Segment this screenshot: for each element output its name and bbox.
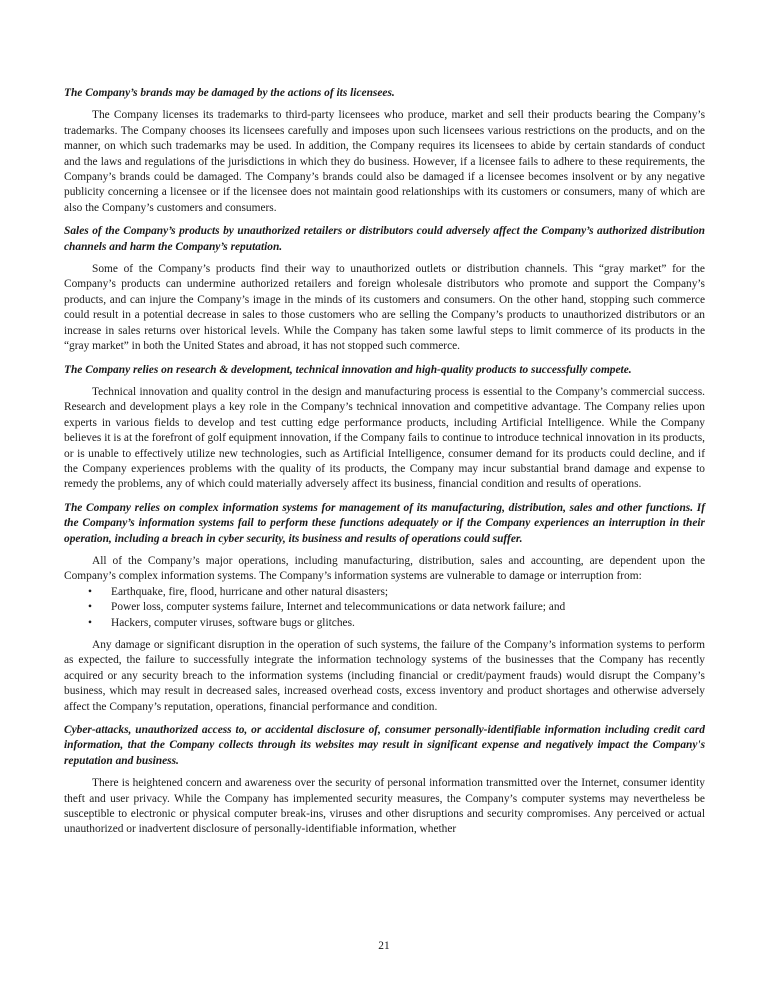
bullet-icon: •: [88, 616, 92, 629]
bullet-text: Earthquake, fire, flood, hurricane and other natural disasters;: [111, 585, 389, 598]
section-heading: Sales of the Company’s products by unauthorized retailers or distributors could adversely affect the Company’s authorized distribution channels and harm the Company’s reputation.: [64, 225, 705, 253]
body-paragraph: There is heightened concern and awareness over the security of personal information transmitted over the Internet, consumer identity theft and user privacy. While the Company has implemented security measures, the Company’s computer systems may nevertheless be susceptible to electronic or physical computer break-ins, viruses and other disruptions and security compromises. Any perceived or actual unauthorized or inadvertent disclosure of personally-identifiable information, whether: [64, 777, 705, 836]
bullet-icon: •: [88, 601, 92, 614]
section-heading: The Company’s brands may be damaged by the actions of its licensees.: [64, 87, 395, 99]
bullet-text: Power loss, computer systems failure, Internet and telecommunications or data network failure; and: [111, 601, 566, 614]
body-paragraph: The Company licenses its trademarks to third-party licensees who produce, market and sell their products bearing the Company’s trademarks. The Company chooses its licensees carefully and imposes upon such licensees various restrictions on the products, and on the manner, on which such trademarks may be used. In addition, the Company requires its licensees to abide by certain standards of conduct and the laws and regulations of the jurisdictions in which they do business. However, if a licensee fails to adhere to these requirements, the Company’s brands could be damaged. The Company’s brands could also be damaged if a licensee becomes insolvent or by any negative publicity concerning a licensee or if the licensee does not maintain good relationships with its customers or consumers, many of which are also the Company’s customers and consumers.: [64, 109, 705, 214]
document-page: [64, 86, 705, 846]
section-unauthorized-retailers: [64, 224, 705, 354]
bullet-item: [64, 616, 705, 631]
section-heading: The Company relies on complex information systems for management of its manufacturing, distribution, sales and other functions. If the Company’s information systems fail to perform these functions adequately or if the Company experiences an interruption in their operation, including a breach in cyber security, its business and results of operations could suffer.: [64, 501, 705, 545]
body-paragraph: Some of the Company’s products find their way to unauthorized outlets or distribution channels. This “gray market” for the Company’s products can undermine authorized retailers and foreign wholesale distributors who promote and support the Company’s products, and can injure the Company’s image in the minds of its customers and consumers. On the other hand, stopping such commerce could result in a potential decrease in sales to those customers who are selling the Company’s products to unauthorized distributors or an increase in sales returns over historical levels. While the Company has taken some lawful steps to limit commerce of its products in the “gray market” in both the United States and abroad, it has not stopped such commerce.: [64, 263, 705, 353]
page-number: 21: [378, 940, 390, 952]
body-paragraph: Any damage or significant disruption in the operation of such systems, the failure of the Company’s information systems to perform as expected, the failure to successfully integrate the information technology systems of the businesses that the Company has recently acquired or any security breach to the information systems (including financial or credit/payment frauds) would disrupt the Company’s business, which may result in decreased sales, increased overhead costs, excess inventory and product shortages and otherwise adversely affect the Company’s reputation, operations, financial performance and condition.: [64, 639, 705, 713]
bullet-item: [64, 600, 705, 615]
bullet-text: Hackers, computer viruses, software bugs or glitches.: [111, 616, 355, 629]
bullet-icon: •: [88, 585, 92, 598]
bullet-item: [64, 585, 705, 600]
section-information-systems: [64, 501, 705, 715]
section-research-development: [64, 363, 705, 493]
section-heading: The Company relies on research & development, technical innovation and high-quality products to successfully compete.: [64, 363, 632, 376]
section-cyber-attacks: [64, 723, 705, 838]
body-paragraph: Technical innovation and quality control in the design and manufacturing process is essential to the Company’s commercial success. Research and development plays a key role in the Company’s technical innovation and competitive advantage. The Company relies upon experts in various fields to develop and test cutting edge performance products, including Artificial Intelligence. While the Company believes it is at the forefront of golf equipment innovation, if the Company fails to continue to introduce technical innovation in its products, or is unable to effectively utilize new technologies, such as Artificial Intelligence, consumer demand for its products could decline, and if the Company experiences problems with the quality of its products, the Company may incur substantial brand damage and expense to remedy the problems, any of which could materially adversely affect its business, financial condition and results of operations.: [64, 385, 705, 491]
body-paragraph: All of the Company’s major operations, including manufacturing, distribution, sales and accounting, are dependent upon the Company’s complex information systems. The Company’s information systems are vulnerable to damage or interruption from:: [64, 554, 705, 583]
bullet-list: [64, 585, 705, 631]
section-heading: Cyber-attacks, unauthorized access to, or accidental disclosure of, consumer personally-identifiable information including credit card information, that the Company collects through its websites may result in significant expense and negatively impact the Company's reputation and business.: [64, 724, 705, 767]
section-licensees: [64, 86, 705, 216]
